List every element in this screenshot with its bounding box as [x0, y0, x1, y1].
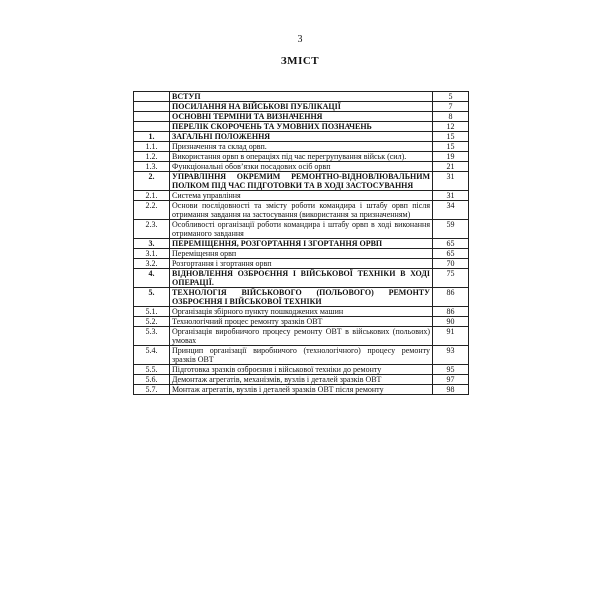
toc-row-page: 5 [433, 92, 469, 102]
toc-row-page: 34 [433, 201, 469, 220]
toc-row-page: 91 [433, 327, 469, 346]
toc-row-title: ПЕРЕЛІК СКОРОЧЕНЬ ТА УМОВНИХ ПОЗНАЧЕНЬ [170, 122, 433, 132]
toc-row-number: 5.6. [134, 375, 170, 385]
toc-body [134, 92, 469, 395]
toc-row-page: 95 [433, 365, 469, 375]
toc-row [134, 375, 469, 385]
toc-row-number: 5.4. [134, 346, 170, 365]
toc-row-page: 12 [433, 122, 469, 132]
toc-row [134, 112, 469, 122]
toc-row [134, 346, 469, 365]
toc-row [134, 239, 469, 249]
toc-row-title: Призначення та склад орвп. [170, 142, 433, 152]
toc-row-page: 7 [433, 102, 469, 112]
toc-table [133, 91, 469, 395]
toc-row-number: 5.3. [134, 327, 170, 346]
toc-row-page: 65 [433, 239, 469, 249]
toc-row-title: ТЕХНОЛОГІЯ ВІЙСЬКОВОГО (ПОЛЬОВОГО) РЕМОНТУ ОЗБРОЄННЯ І ВІЙСЬКОВОЇ ТЕХНІКИ [170, 288, 433, 307]
toc-row [134, 132, 469, 142]
toc-row-number: 2.2. [134, 201, 170, 220]
toc-row-page: 21 [433, 162, 469, 172]
toc-row-page: 15 [433, 142, 469, 152]
toc-row-number [134, 92, 170, 102]
toc-row [134, 201, 469, 220]
toc-row [134, 220, 469, 239]
toc-row-number: 3.2. [134, 259, 170, 269]
toc-row [134, 122, 469, 132]
toc-row-page: 59 [433, 220, 469, 239]
toc-row-title: Використання орвп в операціях під час перегрупування військ (сил). [170, 152, 433, 162]
toc-row-title: Монтаж агрегатів, вузлів і деталей зразків ОВТ після ремонту [170, 385, 433, 395]
toc-row-title: Функціональні обов’язки посадових осіб орвп [170, 162, 433, 172]
toc-row-page: 8 [433, 112, 469, 122]
toc-row-page: 70 [433, 259, 469, 269]
toc-row-title: ПОСИЛАННЯ НА ВІЙСЬКОВІ ПУБЛІКАЦІЇ [170, 102, 433, 112]
toc-row-number: 3.1. [134, 249, 170, 259]
toc-row-page: 19 [433, 152, 469, 162]
toc-row [134, 365, 469, 375]
toc-row-page: 98 [433, 385, 469, 395]
toc-row-title: ЗАГАЛЬНІ ПОЛОЖЕННЯ [170, 132, 433, 142]
toc-row [134, 259, 469, 269]
toc-row-page: 93 [433, 346, 469, 365]
toc-row-title: Демонтаж агрегатів, механізмів, вузлів і деталей зразків ОВТ [170, 375, 433, 385]
toc-row-title: Організація виробничого процесу ремонту ОВТ в військових (польових) умовах [170, 327, 433, 346]
toc-row-page: 65 [433, 249, 469, 259]
toc-row-number: 3. [134, 239, 170, 249]
toc-row-title: Основи послідовності та змісту роботи командира і штабу орвп після отримання завдання на застосування (використання за призначенням) [170, 201, 433, 220]
toc-row [134, 92, 469, 102]
toc-title: ЗМІСТ [280, 55, 320, 67]
toc-row-number: 2.1. [134, 191, 170, 201]
toc-row-title: Технологічний процес ремонту зразків ОВТ [170, 317, 433, 327]
toc-row-number: 5.2. [134, 317, 170, 327]
toc-row-title: Принцип організації виробничого (технологічного) процесу ремонту зразків ОВТ [170, 346, 433, 365]
toc-row [134, 191, 469, 201]
toc-row [134, 269, 469, 288]
toc-row-title: Особливості організації роботи командира і штабу орвп в ході виконання отриманого завдання [170, 220, 433, 239]
toc-row-title: УПРАВЛІННЯ ОКРЕМИМ РЕМОНТНО-ВІДНОВЛЮВАЛЬНИМ ПОЛКОМ ПІД ЧАС ПІДГОТОВКИ ТА В ХОДІ ЗАСТОСУВАННЯ [170, 172, 433, 191]
toc-row [134, 172, 469, 191]
toc-row-page: 97 [433, 375, 469, 385]
toc-row-page: 31 [433, 172, 469, 191]
toc-row-number [134, 102, 170, 112]
toc-row-title: Переміщення орвп [170, 249, 433, 259]
toc-row-number: 5.5. [134, 365, 170, 375]
toc-row [134, 162, 469, 172]
toc-row-number: 2.3. [134, 220, 170, 239]
page-number: 3 [297, 34, 303, 45]
toc-row [134, 152, 469, 162]
toc-row-page: 31 [433, 191, 469, 201]
toc-row-number: 1.2. [134, 152, 170, 162]
toc-row [134, 288, 469, 307]
toc-row [134, 142, 469, 152]
toc-row-number [134, 112, 170, 122]
toc-row-page: 86 [433, 288, 469, 307]
toc-row-number: 1.3. [134, 162, 170, 172]
toc-row-title: Розгортання і згортання орвп [170, 259, 433, 269]
toc-row-title: ОСНОВНІ ТЕРМІНИ ТА ВИЗНАЧЕННЯ [170, 112, 433, 122]
toc-row-title: ПЕРЕМІЩЕННЯ, РОЗГОРТАННЯ І ЗГОРТАННЯ ОРВП [170, 239, 433, 249]
toc-row [134, 317, 469, 327]
toc-row-page: 90 [433, 317, 469, 327]
toc-row-page: 75 [433, 269, 469, 288]
toc-row-title: Організація збірного пункту пошкоджених машин [170, 307, 433, 317]
toc-row-number: 5. [134, 288, 170, 307]
toc-row-number: 5.7. [134, 385, 170, 395]
toc-row-title: Підготовка зразків озброєння і військової техніки до ремонту [170, 365, 433, 375]
toc-row-number: 1.1. [134, 142, 170, 152]
toc-row-page: 86 [433, 307, 469, 317]
toc-row-number: 5.1. [134, 307, 170, 317]
toc-row-title: ВІДНОВЛЕННЯ ОЗБРОЄННЯ І ВІЙСЬКОВОЇ ТЕХНІКИ В ХОДІ ОПЕРАЦІЇ. [170, 269, 433, 288]
toc-row [134, 307, 469, 317]
toc-row [134, 102, 469, 112]
toc-row-number: 1. [134, 132, 170, 142]
toc-row [134, 249, 469, 259]
toc-row [134, 385, 469, 395]
toc-row-title: Система управління [170, 191, 433, 201]
toc-row-title: ВСТУП [170, 92, 433, 102]
toc-row-page: 15 [433, 132, 469, 142]
toc-row-number: 4. [134, 269, 170, 288]
toc-row [134, 327, 469, 346]
toc-row-number [134, 122, 170, 132]
toc-row-number: 2. [134, 172, 170, 191]
